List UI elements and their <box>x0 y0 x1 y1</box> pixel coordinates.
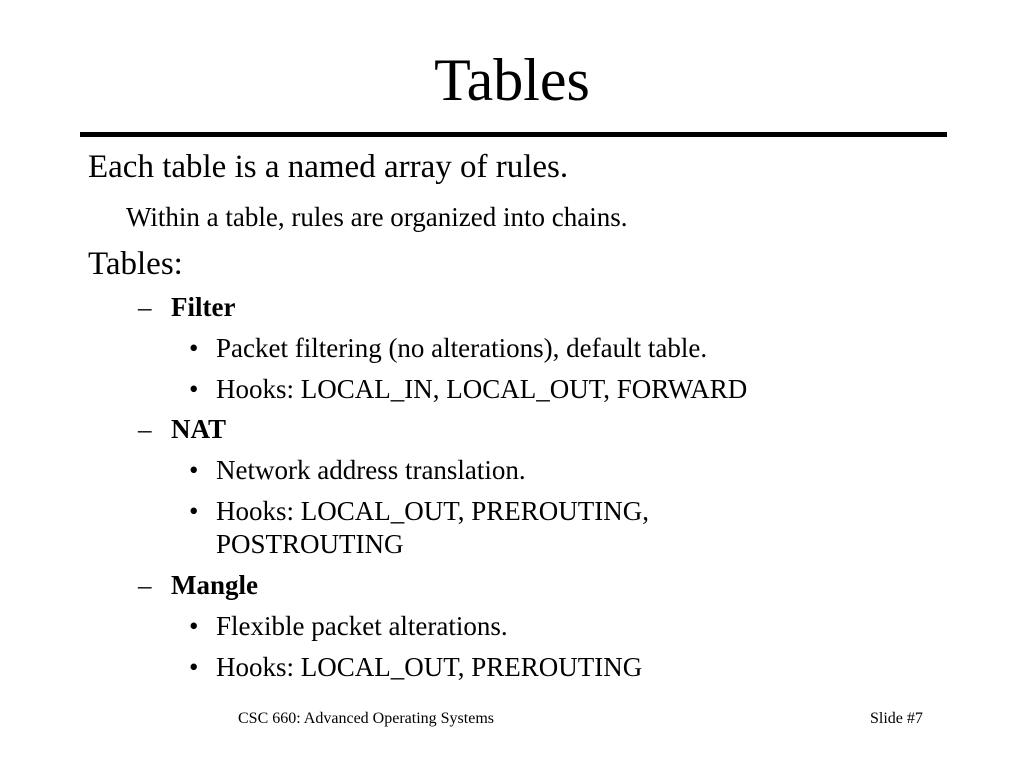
bullet-marker: • <box>189 333 199 363</box>
dash-marker: – <box>138 414 152 444</box>
bullet-each-table: Each table is a named array of rules. <box>88 149 569 185</box>
mangle-description <box>189 609 508 643</box>
dash-marker: – <box>138 292 152 322</box>
mangle-description-text: Flexible packet alterations. <box>216 611 508 641</box>
table-mangle <box>138 568 258 602</box>
dash-marker: – <box>138 570 152 600</box>
nat-hooks-text: Hooks: LOCAL_OUT, PREROUTING, <box>216 496 649 526</box>
table-nat-label: NAT <box>171 414 227 444</box>
nat-description <box>189 453 526 487</box>
filter-description-text: Packet filtering (no alterations), default table. <box>216 333 708 363</box>
table-filter <box>138 290 236 324</box>
slide-title: Tables <box>434 47 590 113</box>
nat-description-text: Network address translation. <box>216 455 526 485</box>
filter-description <box>189 331 708 365</box>
title-divider <box>80 132 947 137</box>
filter-hooks-text: Hooks: LOCAL_IN, LOCAL_OUT, FORWARD <box>216 374 748 404</box>
bullet-marker: • <box>189 496 199 526</box>
nat-hooks-continued: POSTROUTING <box>216 529 404 559</box>
table-filter-label: Filter <box>171 292 236 322</box>
table-nat <box>138 412 227 446</box>
footer-course: CSC 660: Advanced Operating Systems <box>238 710 494 727</box>
bullet-tables: Tables: <box>88 246 183 282</box>
bullet-marker: • <box>189 611 199 641</box>
bullet-marker: • <box>189 374 199 404</box>
bullet-marker: • <box>189 455 199 485</box>
bullet-marker: • <box>189 652 199 682</box>
mangle-hooks <box>189 650 643 684</box>
footer-slide-number: Slide #7 <box>870 710 923 727</box>
mangle-hooks-text: Hooks: LOCAL_OUT, PREROUTING <box>216 652 643 682</box>
sub-text-chains: Within a table, rules are organized into chains. <box>126 202 628 232</box>
table-mangle-label: Mangle <box>171 570 258 600</box>
nat-hooks <box>189 494 649 528</box>
filter-hooks <box>189 372 748 406</box>
